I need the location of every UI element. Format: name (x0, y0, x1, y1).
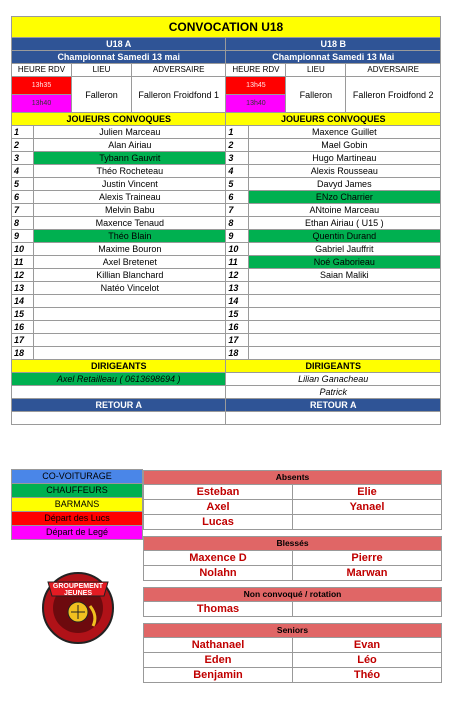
player-row (12, 178, 441, 191)
player-a: Julien Marceau (34, 126, 226, 139)
dirigeant-row (12, 386, 441, 399)
legend (11, 470, 143, 540)
player-row (12, 204, 441, 217)
player-a: Maxence Tenaud (34, 217, 226, 230)
row-number: 1 (12, 126, 34, 139)
dirigeants-header-row (12, 360, 441, 373)
names-row (144, 515, 442, 530)
row-number: 2 (12, 139, 34, 152)
blank-row (12, 412, 441, 425)
spacer (144, 581, 442, 588)
player-b: Saian Maliki (248, 269, 440, 282)
row-number: 3 (12, 152, 34, 165)
player-b: Quentin Durand (248, 230, 440, 243)
title-row (12, 17, 441, 38)
header-heure-rdv: HEURE RDV (12, 64, 72, 77)
section-header-row (144, 471, 442, 485)
person-name: Evan (293, 638, 442, 653)
player-row (12, 152, 441, 165)
header-adversaire: ADVERSAIRE (346, 64, 441, 77)
player-a (34, 308, 226, 321)
dirigeant-row (12, 373, 441, 386)
rdv-time-lucs: 13h45 (226, 77, 286, 95)
person-name (293, 515, 442, 530)
rdv-time-lucs: 13h35 (12, 77, 72, 95)
row-number: 17 (226, 334, 248, 347)
player-row (12, 191, 441, 204)
player-row (12, 334, 441, 347)
row-number: 11 (226, 256, 248, 269)
match-adversaire: Falleron Froidfond 1 (131, 77, 225, 113)
player-row (12, 308, 441, 321)
dirigeant-b: Patrick (226, 386, 441, 399)
joueurs-header-row (12, 113, 441, 126)
row-number: 7 (12, 204, 34, 217)
row-number: 12 (12, 269, 34, 282)
header-lieu: LIEU (71, 64, 131, 77)
spacer-row (144, 581, 442, 588)
player-b: Alexis Rousseau (248, 165, 440, 178)
player-a: Justin Vincent (34, 178, 226, 191)
row-number: 6 (12, 191, 34, 204)
retour-row (12, 399, 441, 412)
rdv-time-lege: 13h40 (226, 95, 286, 113)
player-a: Alan Airiau (34, 139, 226, 152)
convocation-table (11, 16, 441, 425)
person-name: Pierre (293, 551, 442, 566)
person-name: Lucas (144, 515, 293, 530)
row-number: 4 (226, 165, 248, 178)
spacer-row (144, 530, 442, 537)
header-row (12, 64, 441, 77)
team-row (12, 38, 441, 51)
player-b: ENzo Charrier (248, 191, 440, 204)
legend-item: Départ des Lucs (11, 511, 143, 526)
player-a: Alexis Traineau (34, 191, 226, 204)
row-number: 10 (12, 243, 34, 256)
person-name: Esteban (144, 485, 293, 500)
section-header-row (144, 588, 442, 602)
row-number: 5 (226, 178, 248, 191)
dirigeant-b: Lilian Ganacheau (226, 373, 441, 386)
team-b-match: Championnat Samedi 13 Mai (226, 51, 441, 64)
row-number: 9 (226, 230, 248, 243)
match-adversaire: Falleron Froidfond 2 (346, 77, 441, 113)
row-number: 15 (12, 308, 34, 321)
player-row (12, 217, 441, 230)
spacer-row (144, 617, 442, 624)
row-number: 17 (12, 334, 34, 347)
player-row (12, 139, 441, 152)
spacer (144, 530, 442, 537)
player-a (34, 334, 226, 347)
person-name: Axel (144, 500, 293, 515)
player-b (248, 282, 440, 295)
section-title: Seniors (144, 624, 442, 638)
header-adversaire: ADVERSAIRE (131, 64, 225, 77)
logo-text-1: GROUPEMENT (52, 583, 104, 590)
player-a (34, 295, 226, 308)
row-number: 13 (226, 282, 248, 295)
player-row (12, 295, 441, 308)
player-a: Maxime Bouron (34, 243, 226, 256)
section-title: Absents (144, 471, 442, 485)
names-row (144, 485, 442, 500)
spacer (144, 617, 442, 624)
legend-item: CHAUFFEURS (11, 483, 143, 498)
person-name: Thomas (144, 602, 293, 617)
person-name: Marwan (293, 566, 442, 581)
row-number: 14 (12, 295, 34, 308)
section-title: Non convoqué / rotation (144, 588, 442, 602)
person-name: Théo (293, 668, 442, 683)
rdv-row (12, 77, 441, 95)
names-row (144, 638, 442, 653)
player-row (12, 269, 441, 282)
row-number: 2 (226, 139, 248, 152)
names-row (144, 668, 442, 683)
team-b-name: U18 B (226, 38, 441, 51)
player-a: Tybann Gauvrit (34, 152, 226, 165)
player-b (248, 308, 440, 321)
player-a: Killian Blanchard (34, 269, 226, 282)
player-a: Axel Bretenet (34, 256, 226, 269)
player-b (248, 347, 440, 360)
club-logo (38, 566, 118, 646)
header-lieu: LIEU (286, 64, 346, 77)
row-number: 9 (12, 230, 34, 243)
row-number: 15 (226, 308, 248, 321)
player-row (12, 126, 441, 139)
team-a-name: U18 A (12, 38, 226, 51)
player-b (248, 295, 440, 308)
person-name: Nolahn (144, 566, 293, 581)
person-name: Eden (144, 653, 293, 668)
dirigeant-a (12, 386, 226, 399)
page-title: CONVOCATION U18 (12, 17, 441, 38)
match-lieu: Falleron (71, 77, 131, 113)
player-a: Théo Rocheteau (34, 165, 226, 178)
player-b: ANtoine Marceau (248, 204, 440, 217)
names-row (144, 602, 442, 617)
row-number: 3 (226, 152, 248, 165)
dirigeants-title-b: DIRIGEANTS (226, 360, 441, 373)
player-b: Davyd James (248, 178, 440, 191)
person-name: Nathanael (144, 638, 293, 653)
joueurs-title-a: JOUEURS CONVOQUES (12, 113, 226, 126)
logo-text-2: JEUNES (63, 590, 93, 597)
player-a: Melvin Babu (34, 204, 226, 217)
player-row (12, 165, 441, 178)
player-b: Noé Gaborieau (248, 256, 440, 269)
section-header-row (144, 624, 442, 638)
row-number: 10 (226, 243, 248, 256)
person-name (293, 602, 442, 617)
player-b (248, 321, 440, 334)
row-number: 16 (226, 321, 248, 334)
status-lists (143, 470, 442, 683)
names-row (144, 500, 442, 515)
section-header-row (144, 537, 442, 551)
match-row (12, 51, 441, 64)
rdv-time-lege: 13h40 (12, 95, 72, 113)
header-heure-rdv: HEURE RDV (226, 64, 286, 77)
row-number: 16 (12, 321, 34, 334)
row-number: 6 (226, 191, 248, 204)
player-b: Ethan Airiau ( U15 ) (248, 217, 440, 230)
player-b: Gabriel Jauffrit (248, 243, 440, 256)
player-a (34, 321, 226, 334)
row-number: 8 (226, 217, 248, 230)
row-number: 18 (12, 347, 34, 360)
player-b: Hugo Martineau (248, 152, 440, 165)
person-name: Yanael (293, 500, 442, 515)
player-row (12, 230, 441, 243)
player-row (12, 256, 441, 269)
person-name: Benjamin (144, 668, 293, 683)
section-title: Blessés (144, 537, 442, 551)
retour-a: RETOUR A (12, 399, 226, 412)
match-lieu: Falleron (286, 77, 346, 113)
dirigeant-a: Axel Retailleau ( 0613698694 ) (12, 373, 226, 386)
player-b: Mael Gobin (248, 139, 440, 152)
player-row (12, 347, 441, 360)
person-name: Elie (293, 485, 442, 500)
person-name: Léo (293, 653, 442, 668)
row-number: 7 (226, 204, 248, 217)
dirigeants-title-a: DIRIGEANTS (12, 360, 226, 373)
row-number: 5 (12, 178, 34, 191)
player-a: Natéo Vincelot (34, 282, 226, 295)
legend-item: BARMANS (11, 497, 143, 512)
blank-cell (226, 412, 441, 425)
team-a-match: Championnat Samedi 13 mai (12, 51, 226, 64)
retour-b: RETOUR A (226, 399, 441, 412)
legend-item: CO-VOITURAGE (11, 469, 143, 484)
names-row (144, 566, 442, 581)
player-a: Théo Blain (34, 230, 226, 243)
player-row (12, 321, 441, 334)
player-row (12, 243, 441, 256)
blank-cell (12, 412, 226, 425)
player-row (12, 282, 441, 295)
names-row (144, 653, 442, 668)
legend-item: Départ de Legé (11, 525, 143, 540)
person-name: Maxence D (144, 551, 293, 566)
row-number: 12 (226, 269, 248, 282)
player-b: Maxence Guillet (248, 126, 440, 139)
row-number: 8 (12, 217, 34, 230)
player-a (34, 347, 226, 360)
row-number: 14 (226, 295, 248, 308)
joueurs-title-b: JOUEURS CONVOQUES (226, 113, 441, 126)
row-number: 18 (226, 347, 248, 360)
row-number: 11 (12, 256, 34, 269)
row-number: 1 (226, 126, 248, 139)
row-number: 13 (12, 282, 34, 295)
names-row (144, 551, 442, 566)
row-number: 4 (12, 165, 34, 178)
player-b (248, 334, 440, 347)
